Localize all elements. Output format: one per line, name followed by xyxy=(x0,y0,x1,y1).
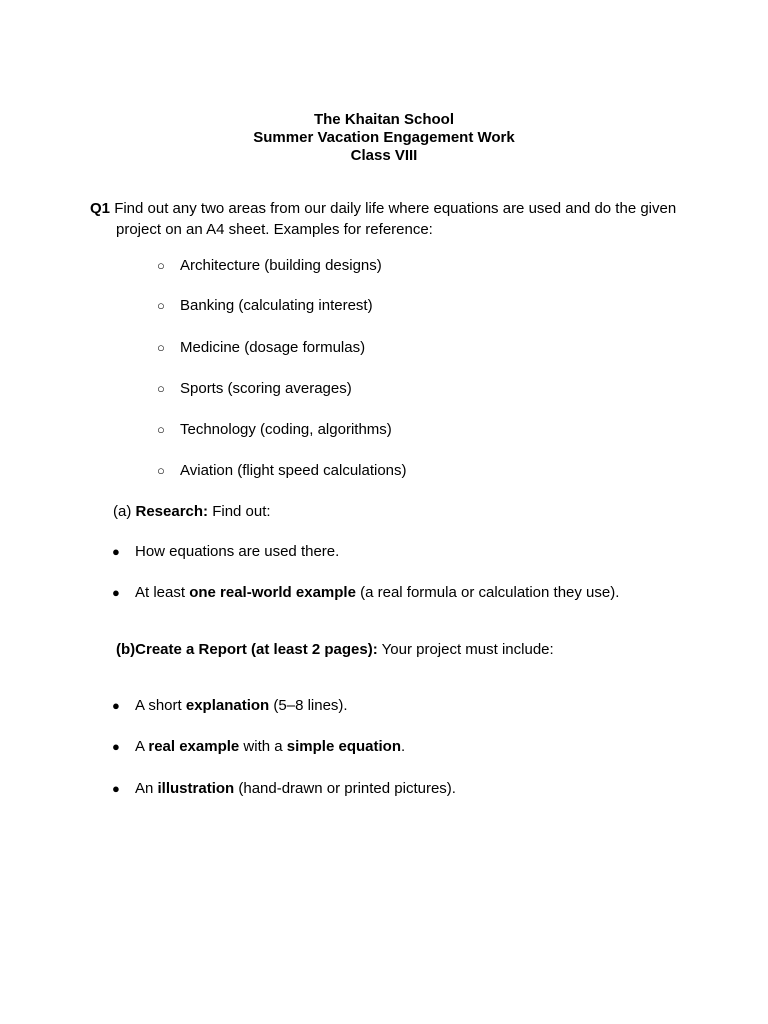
hollow-bullet-icon: ○ xyxy=(157,381,165,396)
text-fragment: A xyxy=(135,738,149,755)
question-1-line-1 xyxy=(90,200,676,218)
text-fragment: with a xyxy=(239,738,287,755)
text-fragment: . xyxy=(400,738,406,755)
question-1-text-part-2: project on an A4 sheet. Examples for reference: xyxy=(116,221,433,238)
hollow-bullet-icon: ○ xyxy=(157,422,165,437)
solid-bullet-icon xyxy=(112,543,120,561)
part-b-suffix: Your project must include: xyxy=(377,641,554,658)
part-a-bullet-1: How equations are used there. xyxy=(135,543,340,560)
part-b-heading xyxy=(116,641,554,659)
example-item-text: Medicine (dosage formulas) xyxy=(180,339,366,356)
bullet-icon: ● xyxy=(112,698,120,713)
solid-bullet-icon xyxy=(112,738,120,756)
text-fragment: A short xyxy=(135,697,186,714)
part-a-prefix: (a) xyxy=(113,503,136,520)
list-item xyxy=(157,421,165,439)
solid-bullet-icon xyxy=(112,697,120,715)
part-a-bullet-2 xyxy=(135,584,619,602)
text-fragment: At least xyxy=(135,584,190,601)
part-a-suffix: Find out: xyxy=(208,503,271,520)
example-item-text: Architecture (building designs) xyxy=(180,257,382,274)
bullet-icon: ● xyxy=(112,739,120,754)
emphasis-text: simple equation xyxy=(286,738,401,755)
hollow-bullet-icon: ○ xyxy=(157,258,165,273)
list-item xyxy=(157,257,165,275)
list-item xyxy=(157,339,165,357)
bullet-icon: ● xyxy=(112,544,120,559)
part-b-bullet-1 xyxy=(135,697,348,715)
solid-bullet-icon xyxy=(112,780,120,798)
part-b-bullet-3 xyxy=(135,780,456,798)
example-item-text: Sports (scoring averages) xyxy=(180,380,352,397)
hollow-bullet-icon: ○ xyxy=(157,298,165,313)
question-number: Q1 xyxy=(90,200,111,217)
text-fragment: (5–8 lines). xyxy=(269,697,348,714)
class-label: Class VIII xyxy=(350,147,418,164)
example-item-text: Banking (calculating interest) xyxy=(180,297,373,314)
text-fragment: (a real formula or calculation they use). xyxy=(355,584,620,601)
emphasis-text: explanation xyxy=(185,697,270,714)
emphasis-text: illustration xyxy=(157,780,235,797)
list-item xyxy=(157,380,165,398)
school-name: The Khaitan School xyxy=(313,111,454,128)
example-item-text: Aviation (flight speed calculations) xyxy=(180,462,407,479)
example-item-text: Technology (coding, algorithms) xyxy=(180,421,392,438)
emphasis-text: one real-world example xyxy=(189,584,356,601)
bullet-icon: ● xyxy=(112,585,120,600)
document-title: Summer Vacation Engagement Work xyxy=(253,129,515,146)
part-b-bullet-2 xyxy=(135,738,405,756)
text-fragment: (hand-drawn or printed pictures). xyxy=(234,780,456,797)
part-a-heading xyxy=(113,503,271,521)
hollow-bullet-icon: ○ xyxy=(157,340,165,355)
question-1-text-part-1: Find out any two areas from our daily life where equations are used and do the given xyxy=(114,200,677,217)
solid-bullet-icon xyxy=(112,584,120,602)
text-fragment: An xyxy=(135,780,158,797)
hollow-bullet-icon: ○ xyxy=(157,463,165,478)
list-item xyxy=(157,462,165,480)
bullet-icon: ● xyxy=(112,781,120,796)
list-item xyxy=(157,297,165,315)
part-b-title: (b)Create a Report (at least 2 pages): xyxy=(116,641,378,658)
emphasis-text: real example xyxy=(148,738,240,755)
part-a-title: Research: xyxy=(135,503,209,520)
